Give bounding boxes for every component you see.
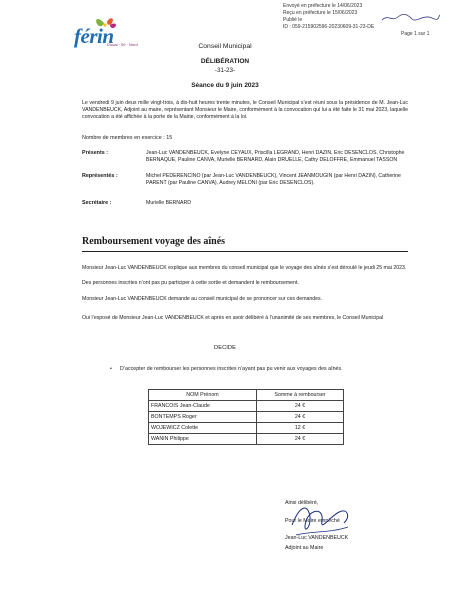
row-name: WOJEWICZ Colette: [149, 423, 257, 434]
page-title: DÉLIBÉRATION: [200, 58, 250, 65]
signature-on-behalf: Pour le Maire empêché: [285, 518, 340, 524]
secretary-label: Secrétaire :: [82, 200, 112, 206]
members-label: Nombre de membres en exercice :: [82, 135, 165, 141]
stamp-page: Page 1 sur 1: [401, 31, 430, 37]
paragraph-demand: Monsieur Jean-Luc VANDENBEUCK demande au conseil municipal de se prononcer sur ces demandes.: [82, 296, 323, 302]
table-row: [149, 423, 344, 434]
section-title: Remboursement voyage des aînés: [82, 236, 226, 247]
section-divider: [82, 251, 408, 252]
session-date: Séance du 9 juin 2023: [191, 82, 259, 89]
represented-list: Michel PEDERENCINO (par Jean-Luc VANDENBEUCK), Vincent JEANMOUGIN (par Henri DAZIN), Catherine PARENT (par Pauline CANVA), Audrey MELONI (par Eric DESENCLOS).: [146, 173, 401, 186]
stamp-signature-icon: [380, 13, 442, 23]
logo-tagline: Douai · 59 · Nord: [107, 42, 138, 47]
members-count: [82, 135, 172, 141]
row-amount: 12 €: [257, 423, 344, 434]
represented-label: Représentés :: [82, 173, 118, 179]
row-amount: 24 €: [257, 434, 344, 445]
bullet-point: •: [110, 366, 112, 372]
stamp-line: Reçu en préfecture le 15/06/2023: [283, 10, 358, 16]
table-row: [149, 412, 344, 423]
logo-wordmark: férin: [74, 24, 114, 48]
present-label: Présents :: [82, 150, 109, 156]
handwritten-signature-icon: [286, 495, 356, 543]
members-value: 15: [166, 135, 173, 141]
paragraph-request: Des personnes inscrites n’ont pas pu participer à cette sortie et demandent le remboursement.: [82, 280, 299, 286]
paragraph-explanation: Monsieur Jean-Luc VANDENBEUCK explique aux membres du conseil municipal que le voyage des aînés s’est déroulé le jeudi 25 mai 2023.: [82, 265, 407, 271]
stamp-line: Publié le: [283, 17, 303, 23]
column-header-amount: Somme à rembourser: [257, 390, 344, 401]
stamp-line: ID : 059-215902596-20230609-31-23-DE: [283, 24, 375, 30]
signatory-role: Adjoint au Maire: [285, 545, 324, 551]
secretary-name: Murielle BERNARD: [146, 200, 191, 206]
table-row: [149, 434, 344, 445]
refund-table: [148, 389, 344, 445]
council-heading: Conseil Municipal: [198, 43, 252, 50]
decision-bullet: D’accepter de rembourser les personnes inscrites n’ayant pas pu venir aux voyages des aînés.: [120, 366, 343, 372]
stamp-line: Envoyé en préfecture le 14/06/2023: [283, 3, 363, 9]
deliberation-number: -31-23-: [214, 67, 236, 74]
row-name: BONTEMPS Roger: [149, 412, 257, 423]
table-row: [149, 401, 344, 412]
signatory-name: Jean-Luc VANDENBEUCK: [285, 535, 349, 541]
column-header-name: NOM Prénom: [149, 390, 257, 401]
present-list: Jean-Luc VANDENBEUCK, Evelyne CEYAUX, Priscilla LEGRAND, Henri DAZIN, Eric DESENCLOS, Christophe BERNAQUE, Pauline CANVA, Murielle BERNARD, Alain DRUELLE, Cathy DELOFFRE, Emmanuel TASSON: [146, 150, 405, 163]
decision-heading: DECIDE: [214, 345, 236, 351]
signature-intro: Ainsi délibéré,: [285, 500, 319, 506]
row-amount: 24 €: [257, 401, 344, 412]
table-header-row: [149, 390, 344, 401]
intro-paragraph: Le vendredi 9 juin deux mille vingt-trois, à dix-huit heures trente minutes, le Conseil Municipal s’est réuni sous la présidence de M. Jean-Luc VANDENBEUCK, Adjoint au maire, représentant Monsieur le Maire, conformément à la convocation qui lui a été faite le 31 mai 2023, laquelle convocation a été affichée à la porte de la Mairie, conformément à la loi.: [82, 100, 408, 120]
paragraph-deliberation: Oui l’exposé de Monsieur Jean-Luc VANDENBEUCK et après en avoir délibéré à l’unanimité de ses membres, le Conseil Municipal: [82, 315, 384, 321]
row-name: FRANCOIS Jean-Claude: [149, 401, 257, 412]
row-amount: 24 €: [257, 412, 344, 423]
row-name: WANIN Philippe: [149, 434, 257, 445]
